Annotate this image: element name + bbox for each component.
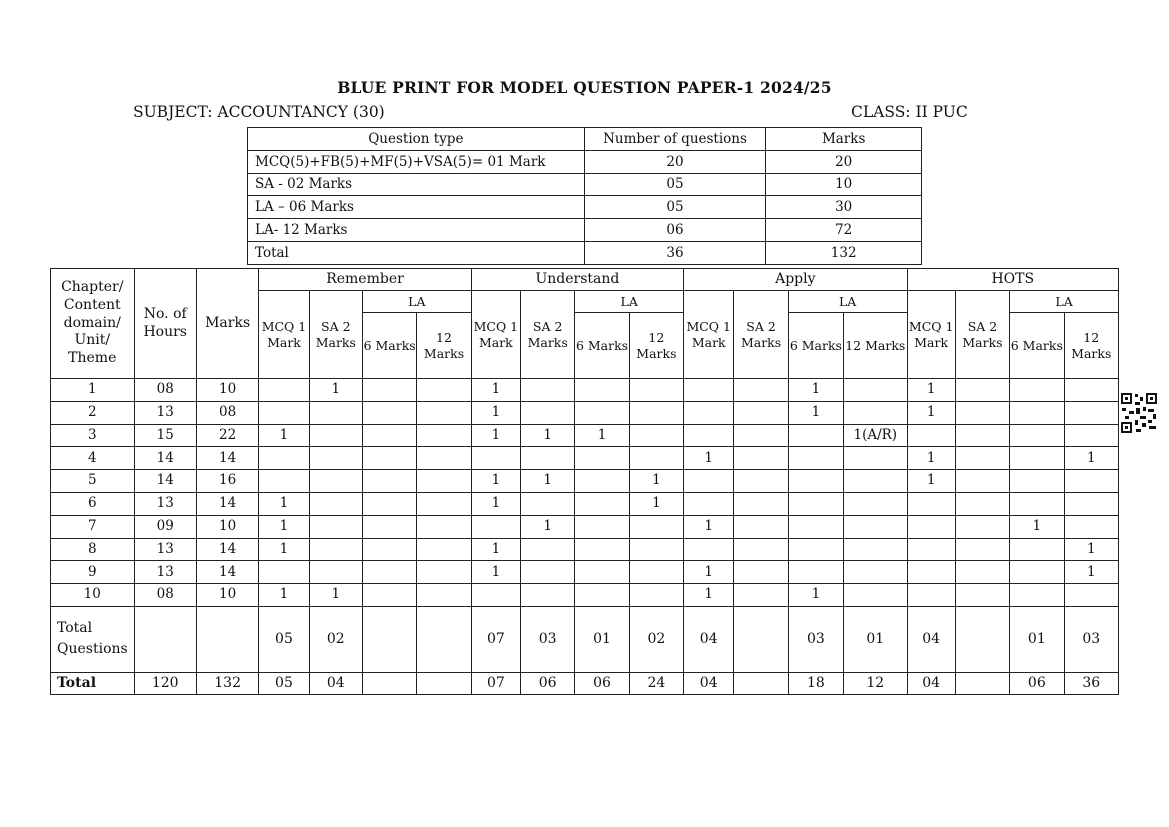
question-count-cell: 1 <box>259 424 309 447</box>
question-count-cell: 1 <box>471 401 520 424</box>
question-count-cell <box>1010 401 1064 424</box>
total-questions-cell: 01 <box>1010 606 1064 672</box>
summary-number: 05 <box>584 196 766 219</box>
question-count-cell <box>362 492 416 515</box>
question-count-cell <box>955 379 1009 402</box>
question-count-cell <box>309 515 362 538</box>
la12-header: 12 Marks <box>417 313 471 379</box>
question-count-cell <box>734 561 788 584</box>
question-count-cell: 1 <box>309 584 362 607</box>
total-questions-row <box>51 606 1119 672</box>
hours-cell: 13 <box>134 492 196 515</box>
question-count-cell: 1 <box>575 424 629 447</box>
question-count-cell <box>1064 470 1119 493</box>
marks-cell: 16 <box>196 470 258 493</box>
table-row <box>51 515 1119 538</box>
la6-header: 6 Marks <box>788 313 843 379</box>
question-count-cell <box>417 447 471 470</box>
la12-header: 12 Marks <box>844 313 907 379</box>
question-count-cell <box>788 561 843 584</box>
question-count-cell <box>1064 515 1119 538</box>
question-count-cell <box>521 538 575 561</box>
subject-label: SUBJECT: ACCOUNTANCY (30) <box>133 103 385 121</box>
total-questions-cell: 03 <box>521 606 575 672</box>
total-questions-cell: 02 <box>309 606 362 672</box>
total-questions-cell: 03 <box>788 606 843 672</box>
summary-number: 05 <box>584 173 766 196</box>
question-count-cell <box>1010 492 1064 515</box>
question-count-cell <box>844 538 907 561</box>
la12-header: 12 Marks <box>629 313 683 379</box>
question-count-cell <box>575 515 629 538</box>
question-count-cell <box>362 561 416 584</box>
page-title: BLUE PRINT FOR MODEL QUESTION PAPER-1 2024/25 <box>337 78 832 97</box>
question-count-cell: 1 <box>629 492 683 515</box>
question-count-cell <box>471 447 520 470</box>
mcq-header: MCQ 1 Mark <box>907 291 955 379</box>
hours-cell: 08 <box>134 584 196 607</box>
class-label: CLASS: II PUC <box>851 103 968 121</box>
sa-header: SA 2 Marks <box>521 291 575 379</box>
total-cell: 05 <box>259 672 309 694</box>
chapter-number: 7 <box>51 515 135 538</box>
blueprint-table <box>50 268 1119 695</box>
question-count-cell <box>362 470 416 493</box>
question-count-cell <box>734 584 788 607</box>
question-type-summary-table <box>247 127 922 265</box>
sa-header: SA 2 Marks <box>734 291 788 379</box>
question-count-cell: 1 <box>259 538 309 561</box>
group-header: Understand <box>471 269 683 291</box>
blueprint-header-row <box>51 269 1119 291</box>
mcq-header: MCQ 1 Mark <box>471 291 520 379</box>
total-questions-label: Total Questions <box>51 606 135 672</box>
hours-cell: 14 <box>134 470 196 493</box>
question-count-cell <box>907 584 955 607</box>
total-questions-cell: 07 <box>471 606 520 672</box>
chapter-number: 1 <box>51 379 135 402</box>
question-count-cell <box>844 379 907 402</box>
question-count-cell <box>734 401 788 424</box>
total-cell <box>417 672 471 694</box>
question-count-cell <box>955 470 1009 493</box>
chapter-number: 8 <box>51 538 135 561</box>
marks-header: Marks <box>196 269 258 379</box>
question-count-cell <box>955 401 1009 424</box>
question-count-cell <box>629 379 683 402</box>
marks-cell: 08 <box>196 401 258 424</box>
question-count-cell: 1 <box>1064 561 1119 584</box>
question-count-cell: 1 <box>471 470 520 493</box>
total-cell: 18 <box>788 672 843 694</box>
question-count-cell <box>309 401 362 424</box>
sa-header: SA 2 Marks <box>309 291 362 379</box>
total-cell: 06 <box>521 672 575 694</box>
chapter-number: 10 <box>51 584 135 607</box>
summary-header-number: Number of questions <box>584 128 766 151</box>
question-count-cell <box>575 492 629 515</box>
question-count-cell: 1 <box>521 470 575 493</box>
question-count-cell <box>684 379 734 402</box>
hours-cell: 14 <box>134 447 196 470</box>
la12-header: 12 Marks <box>1064 313 1119 379</box>
marks-cell: 10 <box>196 584 258 607</box>
question-count-cell <box>309 561 362 584</box>
la-header: LA <box>788 291 907 313</box>
question-count-cell <box>629 584 683 607</box>
question-count-cell <box>575 538 629 561</box>
total-questions-cell <box>734 606 788 672</box>
marks-cell: 14 <box>196 561 258 584</box>
question-count-cell <box>1064 492 1119 515</box>
question-count-cell <box>734 379 788 402</box>
question-count-cell: 1 <box>521 424 575 447</box>
question-count-cell <box>844 584 907 607</box>
question-count-cell <box>521 379 575 402</box>
question-count-cell <box>575 561 629 584</box>
total-questions-cell <box>134 606 196 672</box>
summary-question-type: SA - 02 Marks <box>248 173 585 196</box>
question-count-cell <box>955 538 1009 561</box>
table-row <box>51 401 1119 424</box>
question-count-cell <box>259 561 309 584</box>
question-count-cell: 1 <box>907 470 955 493</box>
la6-header: 6 Marks <box>1010 313 1064 379</box>
summary-row <box>248 150 922 173</box>
question-count-cell <box>684 401 734 424</box>
chapter-header: Chapter/ Content domain/ Unit/ Theme <box>51 269 135 379</box>
question-count-cell <box>309 447 362 470</box>
question-count-cell <box>955 424 1009 447</box>
table-row <box>51 470 1119 493</box>
hours-cell: 13 <box>134 538 196 561</box>
question-count-cell <box>788 424 843 447</box>
question-count-cell <box>955 492 1009 515</box>
summary-row <box>248 173 922 196</box>
total-questions-cell: 01 <box>575 606 629 672</box>
question-count-cell <box>788 538 843 561</box>
total-cell: 132 <box>196 672 258 694</box>
summary-total-row <box>248 241 922 264</box>
total-cell <box>734 672 788 694</box>
total-questions-cell: 02 <box>629 606 683 672</box>
question-count-cell <box>259 401 309 424</box>
question-count-cell <box>417 470 471 493</box>
question-count-cell: 1 <box>907 447 955 470</box>
question-count-cell <box>417 584 471 607</box>
total-cell: 06 <box>575 672 629 694</box>
question-count-cell <box>629 447 683 470</box>
table-row <box>51 538 1119 561</box>
la-header: LA <box>575 291 684 313</box>
question-count-cell <box>417 424 471 447</box>
question-count-cell <box>521 492 575 515</box>
question-count-cell <box>1064 424 1119 447</box>
total-questions-cell: 01 <box>844 606 907 672</box>
question-count-cell: 1 <box>259 492 309 515</box>
question-count-cell <box>734 470 788 493</box>
question-count-cell <box>684 538 734 561</box>
sa-header: SA 2 Marks <box>955 291 1009 379</box>
question-count-cell <box>1010 424 1064 447</box>
question-count-cell <box>521 584 575 607</box>
total-questions-cell: 04 <box>684 606 734 672</box>
hours-cell: 09 <box>134 515 196 538</box>
total-questions-cell <box>196 606 258 672</box>
question-count-cell <box>309 470 362 493</box>
question-count-cell <box>1064 401 1119 424</box>
chapter-number: 4 <box>51 447 135 470</box>
question-count-cell <box>521 401 575 424</box>
total-row <box>51 672 1119 694</box>
summary-question-type: LA – 06 Marks <box>248 196 585 219</box>
total-cell: 06 <box>1010 672 1064 694</box>
total-questions-cell: 05 <box>259 606 309 672</box>
total-questions-cell: 03 <box>1064 606 1119 672</box>
question-count-cell: 1 <box>684 515 734 538</box>
question-count-cell <box>1010 538 1064 561</box>
summary-row <box>248 196 922 219</box>
hours-cell: 13 <box>134 401 196 424</box>
hours-cell: 15 <box>134 424 196 447</box>
question-count-cell <box>417 492 471 515</box>
marks-cell: 10 <box>196 379 258 402</box>
total-cell: 04 <box>309 672 362 694</box>
chapter-number: 2 <box>51 401 135 424</box>
question-count-cell <box>417 379 471 402</box>
table-row <box>51 447 1119 470</box>
question-count-cell <box>955 447 1009 470</box>
question-count-cell <box>629 515 683 538</box>
question-count-cell <box>575 584 629 607</box>
table-row <box>51 584 1119 607</box>
question-count-cell <box>844 401 907 424</box>
question-count-cell: 1 <box>471 492 520 515</box>
question-count-cell <box>417 515 471 538</box>
question-count-cell <box>1010 379 1064 402</box>
summary-header-question-type: Question type <box>248 128 585 151</box>
question-count-cell <box>362 447 416 470</box>
question-count-cell <box>471 584 520 607</box>
question-count-cell <box>907 424 955 447</box>
question-count-cell <box>684 424 734 447</box>
total-cell: 36 <box>1064 672 1119 694</box>
summary-marks: 20 <box>766 150 922 173</box>
question-count-cell <box>521 561 575 584</box>
question-count-cell <box>362 538 416 561</box>
group-header: Apply <box>684 269 907 291</box>
group-header: Remember <box>259 269 471 291</box>
question-count-cell <box>309 492 362 515</box>
question-count-cell <box>575 379 629 402</box>
summary-question-type: Total <box>248 241 585 264</box>
question-count-cell <box>309 538 362 561</box>
question-count-cell <box>1010 470 1064 493</box>
la6-header: 6 Marks <box>362 313 416 379</box>
question-count-cell: 1 <box>788 401 843 424</box>
question-count-cell <box>629 424 683 447</box>
total-cell: 04 <box>907 672 955 694</box>
la6-header: 6 Marks <box>575 313 629 379</box>
total-questions-cell: 04 <box>907 606 955 672</box>
question-count-cell: 1 <box>788 584 843 607</box>
question-count-cell: 1 <box>471 561 520 584</box>
question-count-cell <box>907 538 955 561</box>
summary-marks: 10 <box>766 173 922 196</box>
question-count-cell <box>1010 584 1064 607</box>
total-cell <box>362 672 416 694</box>
question-count-cell <box>362 379 416 402</box>
qr-code-icon <box>1120 392 1158 434</box>
hours-header: No. of Hours <box>134 269 196 379</box>
question-count-cell <box>575 470 629 493</box>
question-count-cell <box>1064 584 1119 607</box>
question-count-cell: 1(A/R) <box>844 424 907 447</box>
question-count-cell <box>788 470 843 493</box>
question-count-cell: 1 <box>471 424 520 447</box>
total-label: Total <box>51 672 135 694</box>
table-row <box>51 424 1119 447</box>
summary-number: 06 <box>584 219 766 242</box>
question-count-cell: 1 <box>907 401 955 424</box>
total-questions-cell <box>955 606 1009 672</box>
question-count-cell <box>734 492 788 515</box>
question-count-cell <box>575 447 629 470</box>
question-count-cell <box>417 401 471 424</box>
total-cell: 24 <box>629 672 683 694</box>
question-count-cell <box>734 538 788 561</box>
question-count-cell: 1 <box>1064 538 1119 561</box>
question-count-cell <box>844 447 907 470</box>
marks-cell: 14 <box>196 538 258 561</box>
hours-cell: 08 <box>134 379 196 402</box>
question-count-cell <box>629 561 683 584</box>
question-count-cell <box>471 515 520 538</box>
question-count-cell: 1 <box>629 470 683 493</box>
summary-marks: 30 <box>766 196 922 219</box>
total-questions-cell <box>417 606 471 672</box>
question-count-cell <box>907 515 955 538</box>
question-count-cell <box>362 584 416 607</box>
question-count-cell <box>629 538 683 561</box>
mcq-header: MCQ 1 Mark <box>684 291 734 379</box>
question-count-cell <box>417 561 471 584</box>
marks-cell: 14 <box>196 492 258 515</box>
table-row <box>51 379 1119 402</box>
question-count-cell: 1 <box>1064 447 1119 470</box>
question-count-cell <box>844 470 907 493</box>
question-count-cell <box>734 447 788 470</box>
chapter-number: 3 <box>51 424 135 447</box>
summary-number: 20 <box>584 150 766 173</box>
question-count-cell <box>844 492 907 515</box>
total-cell: 120 <box>134 672 196 694</box>
question-count-cell <box>734 424 788 447</box>
chapter-number: 6 <box>51 492 135 515</box>
total-questions-cell <box>362 606 416 672</box>
question-count-cell <box>629 401 683 424</box>
summary-header-row <box>248 128 922 151</box>
question-count-cell <box>259 470 309 493</box>
question-count-cell: 1 <box>684 561 734 584</box>
total-cell <box>955 672 1009 694</box>
table-row <box>51 561 1119 584</box>
hours-cell: 13 <box>134 561 196 584</box>
question-count-cell <box>955 515 1009 538</box>
question-count-cell <box>955 584 1009 607</box>
summary-question-type: MCQ(5)+FB(5)+MF(5)+VSA(5)= 01 Mark <box>248 150 585 173</box>
question-count-cell <box>521 447 575 470</box>
question-count-cell <box>734 515 788 538</box>
question-count-cell <box>309 424 362 447</box>
question-count-cell <box>684 492 734 515</box>
question-count-cell: 1 <box>521 515 575 538</box>
summary-marks: 72 <box>766 219 922 242</box>
chapter-number: 9 <box>51 561 135 584</box>
question-count-cell: 1 <box>684 447 734 470</box>
question-count-cell <box>362 424 416 447</box>
marks-cell: 22 <box>196 424 258 447</box>
question-count-cell <box>362 515 416 538</box>
marks-cell: 14 <box>196 447 258 470</box>
question-count-cell <box>1010 447 1064 470</box>
question-count-cell <box>259 447 309 470</box>
table-row <box>51 492 1119 515</box>
question-count-cell <box>1064 379 1119 402</box>
marks-cell: 10 <box>196 515 258 538</box>
question-count-cell <box>788 515 843 538</box>
question-count-cell <box>259 379 309 402</box>
summary-number: 36 <box>584 241 766 264</box>
question-count-cell <box>844 561 907 584</box>
la-header: LA <box>1010 291 1119 313</box>
question-count-cell: 1 <box>788 379 843 402</box>
question-count-cell <box>907 492 955 515</box>
question-count-cell: 1 <box>907 379 955 402</box>
chapter-number: 5 <box>51 470 135 493</box>
question-count-cell <box>844 515 907 538</box>
question-count-cell <box>788 492 843 515</box>
question-count-cell <box>575 401 629 424</box>
question-count-cell: 1 <box>471 538 520 561</box>
question-count-cell: 1 <box>1010 515 1064 538</box>
question-count-cell: 1 <box>259 515 309 538</box>
mcq-header: MCQ 1 Mark <box>259 291 309 379</box>
total-cell: 07 <box>471 672 520 694</box>
question-count-cell: 1 <box>309 379 362 402</box>
question-count-cell <box>684 470 734 493</box>
question-count-cell: 1 <box>684 584 734 607</box>
question-count-cell <box>788 447 843 470</box>
group-header: HOTS <box>907 269 1118 291</box>
question-count-cell <box>1010 561 1064 584</box>
question-count-cell <box>417 538 471 561</box>
question-count-cell: 1 <box>259 584 309 607</box>
question-count-cell <box>955 561 1009 584</box>
total-cell: 12 <box>844 672 907 694</box>
question-count-cell: 1 <box>471 379 520 402</box>
summary-header-marks: Marks <box>766 128 922 151</box>
total-cell: 04 <box>684 672 734 694</box>
summary-marks: 132 <box>766 241 922 264</box>
la-header: LA <box>362 291 471 313</box>
question-count-cell <box>362 401 416 424</box>
summary-row <box>248 219 922 242</box>
question-count-cell <box>907 561 955 584</box>
summary-question-type: LA- 12 Marks <box>248 219 585 242</box>
